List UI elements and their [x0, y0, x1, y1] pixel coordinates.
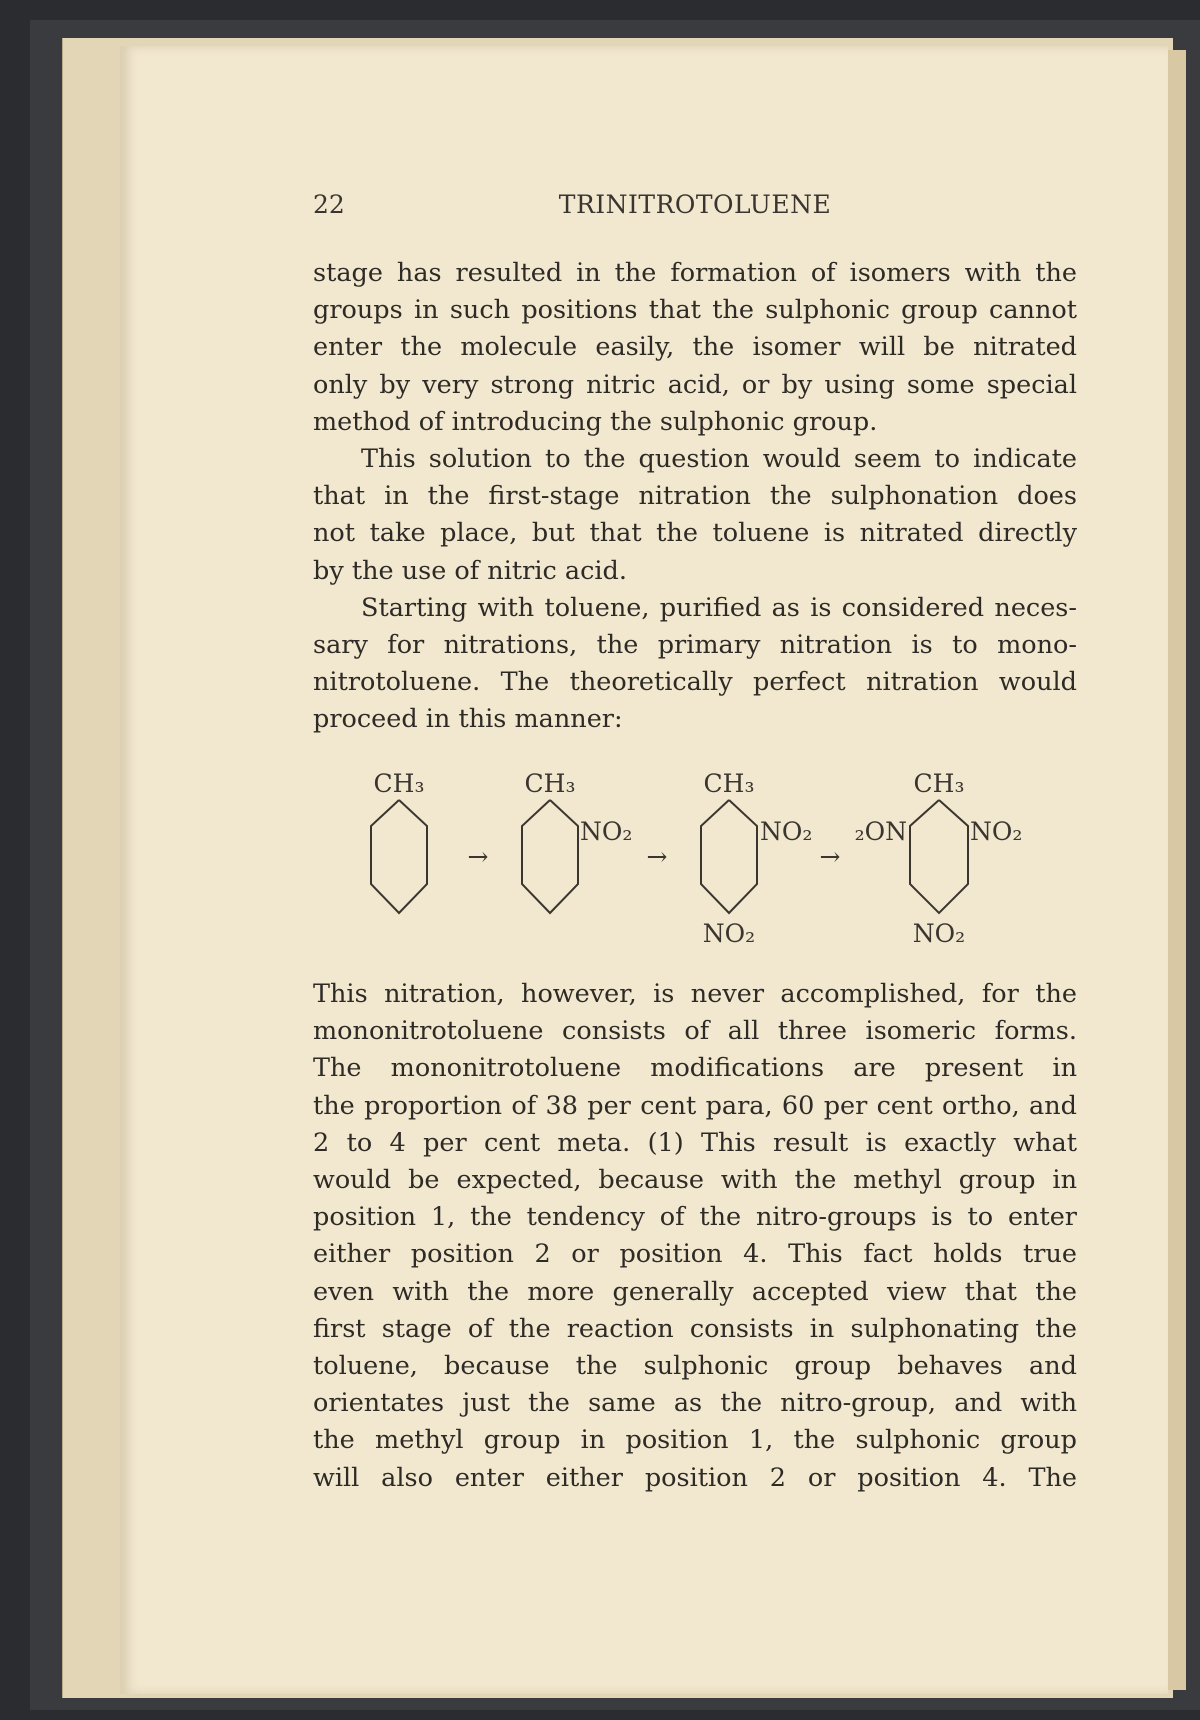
arrow-icon: → — [467, 842, 489, 871]
methyl-label: CH₃ — [913, 769, 965, 798]
text-line: Starting with toluene, purified as is considered neces- — [361, 592, 1077, 623]
text-line: the methyl group in position 1, the sulphonic group — [313, 1425, 1077, 1456]
text-line: proceed in this manner: — [313, 704, 623, 735]
nitro-label: NO₂ — [760, 817, 813, 846]
toluene-ring — [371, 800, 427, 913]
nitro-label: NO₂ — [970, 817, 1023, 846]
text-line: toluene, because the sulphonic group behaves and — [313, 1351, 1077, 1382]
text-line: sary for nitrations, the primary nitration is to mono- — [313, 630, 1077, 661]
nitro-label: NO₂ — [580, 817, 633, 846]
text-line: the proportion of 38 per cent para, 60 per cent ortho, and — [313, 1090, 1077, 1121]
text-line: orientates just the same as the nitro-group, and with — [313, 1388, 1077, 1419]
text-line: enter the molecule easily, the isomer will be nitrated — [313, 332, 1077, 363]
text-line: will also enter either position 2 or position 4. The — [313, 1462, 1077, 1493]
text-line: mononitrotoluene consists of all three isomeric forms. — [313, 1016, 1077, 1047]
text-line: position 1, the tendency of the nitro-groups is to enter — [313, 1202, 1077, 1233]
text-line: 2 to 4 per cent meta. (1) This result is exactly what — [313, 1127, 1077, 1158]
text-line: This solution to the question would seem to indicate — [361, 444, 1077, 475]
trinitrotoluene-ring — [910, 800, 968, 913]
text-line: that in the first-stage nitration the sulphonation does — [313, 481, 1077, 512]
mononitrotoluene-ring — [522, 800, 578, 913]
text-line: either position 2 or position 4. This fact holds true — [313, 1239, 1077, 1270]
nitro-label-left: ₂ON — [854, 817, 907, 846]
nitro-label: NO₂ — [702, 919, 756, 948]
arrow-icon: → — [819, 842, 841, 871]
paragraph-4 — [313, 976, 1077, 1497]
dinitrotoluene-ring — [701, 800, 757, 913]
text-line: first stage of the reaction consists in sulphonating the — [313, 1313, 1077, 1344]
text-line: would be expected, because with the methyl group in — [313, 1165, 1077, 1196]
text-line: nitrotoluene. The theoretically perfect nitration would — [313, 667, 1077, 698]
text-line: only by very strong nitric acid, or by using some special — [313, 369, 1077, 400]
methyl-label: CH₃ — [703, 769, 755, 798]
text-line: by the use of nitric acid. — [313, 555, 627, 586]
arrow-icon: → — [646, 842, 668, 871]
methyl-label: CH₃ — [524, 769, 576, 798]
text-line: stage has resulted in the formation of isomers with the — [313, 258, 1077, 288]
text-line: method of introducing the sulphonic group. — [313, 406, 878, 437]
nitro-label: NO₂ — [912, 919, 966, 948]
methyl-label: CH₃ — [373, 769, 425, 798]
running-title: TRINITROTOLUENE — [558, 190, 832, 219]
text-line: not take place, but that the toluene is nitrated directly — [313, 518, 1077, 549]
text-line: The mononitrotoluene modifications are present in — [313, 1053, 1077, 1084]
page-number: 22 — [313, 190, 345, 219]
text-line: even with the more generally accepted view that the — [313, 1276, 1077, 1307]
text-line: groups in such positions that the sulphonic group cannot — [313, 295, 1077, 326]
text-line: This nitration, however, is never accomplished, for the — [313, 979, 1077, 1009]
